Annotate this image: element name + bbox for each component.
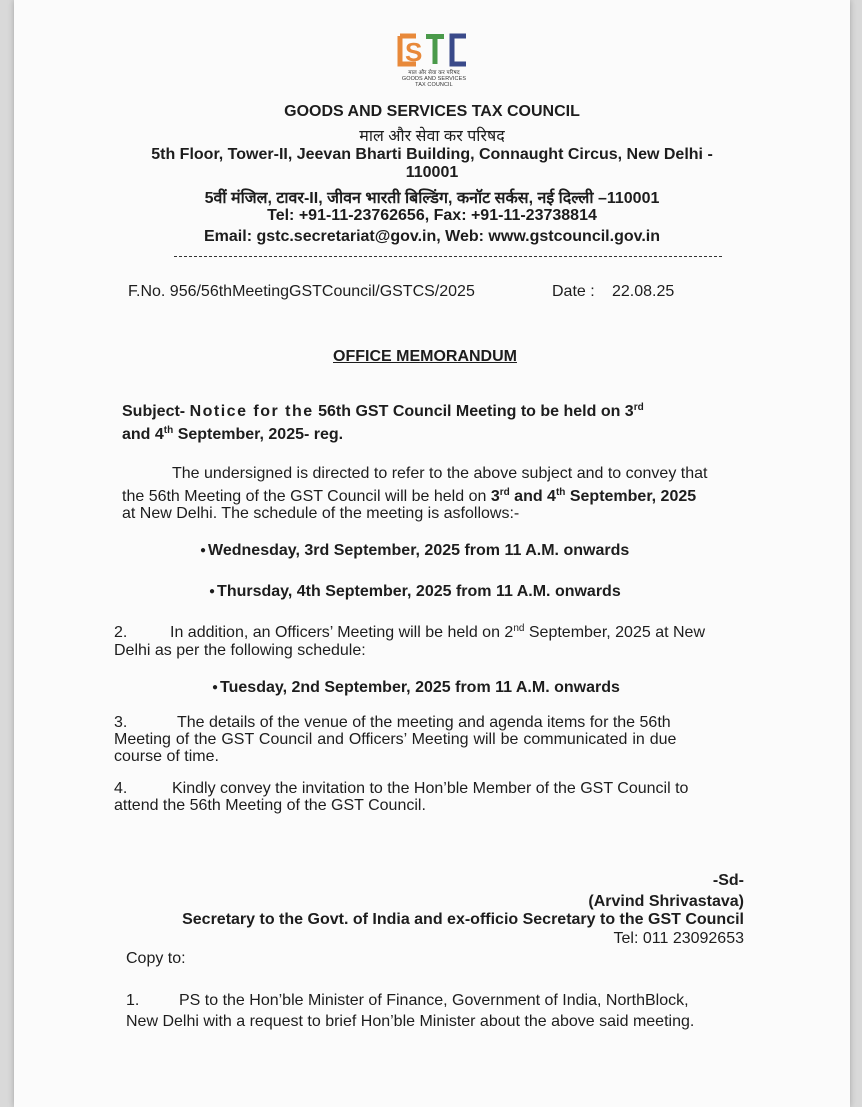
signatory-name: (Arvind Shrivastava) <box>588 893 744 910</box>
date-value: 22.08.25 <box>612 283 675 300</box>
file-number: F.No. 956/56thMeetingGSTCouncil/GSTCS/2025 <box>128 283 475 300</box>
para3-line3: course of time. <box>114 748 219 765</box>
header-divider <box>174 256 722 257</box>
schedule-item <box>200 542 629 560</box>
org-name: GOODS AND SERVICES TAX COUNCIL <box>284 103 580 120</box>
para1-line2-d: September, 2025 <box>565 488 697 505</box>
address-hindi: 5वीं मंजिल, टावर-II, जीवन भारती बिल्डिंग, कनॉट सर्कस, नई दिल्ली –110001 <box>204 190 660 207</box>
para2-line2: Delhi as per the following schedule: <box>114 642 366 659</box>
subject-spaced-text: Notice for the <box>189 403 314 420</box>
para3-number: 3. <box>114 714 128 731</box>
schedule-item-text: Thursday, 4th September, 2025 from 11 A.M. onwards <box>217 583 621 600</box>
address-line1: 5th Floor, Tower-II, Jeevan Bharti Building, Connaught Circus, New Delhi - <box>151 146 713 163</box>
signatory-tel: Tel: 011 23092653 <box>613 930 744 947</box>
document-page <box>14 0 850 1107</box>
signatory-designation: Secretary to the Govt. of India and ex-officio Secretary to the GST Council <box>182 911 744 928</box>
para1-line2 <box>122 488 696 505</box>
bullet-dot-icon: ● <box>200 545 207 556</box>
memo-title: OFFICE MEMORANDUM <box>333 348 517 365</box>
para2-line1-sup: nd <box>513 623 525 634</box>
subject-text3: September, 2025- reg. <box>173 426 344 443</box>
para4-line1: Kindly convey the invitation to the Hon’ble Member of the GST Council to <box>172 780 689 797</box>
signature-sd: -Sd- <box>712 872 744 889</box>
para1-line2-b: 3 <box>490 488 500 505</box>
officers-schedule-item <box>212 679 620 697</box>
subject-line2 <box>122 426 343 443</box>
para1-line2-c: and 4 <box>509 488 556 505</box>
copy-to-item-line1: PS to the Hon’ble Minister of Finance, Government of India, NorthBlock, <box>179 992 689 1009</box>
para1-line2-sup2: th <box>555 487 566 498</box>
para4-line2: attend the 56th Meeting of the GST Council. <box>114 797 426 814</box>
subject-sup1: rd <box>633 402 644 413</box>
para3-line2: Meeting of the GST Council and Officers’ Meeting will be communicated in due <box>114 731 677 748</box>
bullet-dot-icon: ● <box>209 586 216 597</box>
schedule-item <box>209 583 621 601</box>
copy-to-item-number: 1. <box>126 992 140 1009</box>
para1-line2-sup1: rd <box>499 487 510 498</box>
para3-line1: The details of the venue of the meeting and agenda items for the 56th <box>177 714 671 731</box>
para1-line2-a: the 56th Meeting of the GST Council will be held on <box>122 488 491 505</box>
subject-line1 <box>122 403 644 420</box>
para2-line1 <box>170 624 705 641</box>
para2-line1-a: In addition, an Officers’ Meeting will be held on 2 <box>170 624 514 641</box>
subject-text1: 56th GST Council Meeting to be held on 3 <box>313 403 634 420</box>
para1-line1: The undersigned is directed to refer to the above subject and to convey that <box>172 465 708 482</box>
email-web: Email: gstc.secretariat@gov.in, Web: www.gstcouncil.gov.in <box>204 228 660 245</box>
logo-tag-line2: TAX COUNCIL <box>415 82 453 88</box>
bullet-dot-icon: ● <box>212 682 219 693</box>
subject-sup2: th <box>163 425 174 436</box>
copy-to-item-line2: New Delhi with a request to brief Hon’ble Minister about the above said meeting. <box>126 1013 695 1030</box>
copy-to-label: Copy to: <box>126 950 186 967</box>
para1-line3: at New Delhi. The schedule of the meeting is asfollows:- <box>122 505 520 522</box>
officers-schedule-text: Tuesday, 2nd September, 2025 from 11 A.M. onwards <box>220 679 620 696</box>
logo-tag-hindi: माल और सेवा कर परिषद <box>408 70 460 76</box>
address-line2: 110001 <box>405 164 459 181</box>
date-label: Date : <box>552 283 595 300</box>
org-name-hindi: माल और सेवा कर परिषद <box>359 128 505 145</box>
phone-fax: Tel: +91-11-23762656, Fax: +91-11-23738814 <box>267 207 597 224</box>
schedule-item-text: Wednesday, 3rd September, 2025 from 11 A.M. onwards <box>208 542 630 559</box>
gstc-logo <box>394 30 474 98</box>
gstc-logo-mark-icon <box>396 30 472 70</box>
svg-text:S: S <box>405 37 423 67</box>
subject-prefix: Subject- <box>122 403 190 420</box>
logo-tag-line1: GOODS AND SERVICES <box>401 76 467 82</box>
para4-number: 4. <box>114 780 128 797</box>
subject-text2: and 4 <box>122 426 164 443</box>
para2-number: 2. <box>114 624 128 641</box>
para2-line1-b: September, 2025 at New <box>524 624 705 641</box>
